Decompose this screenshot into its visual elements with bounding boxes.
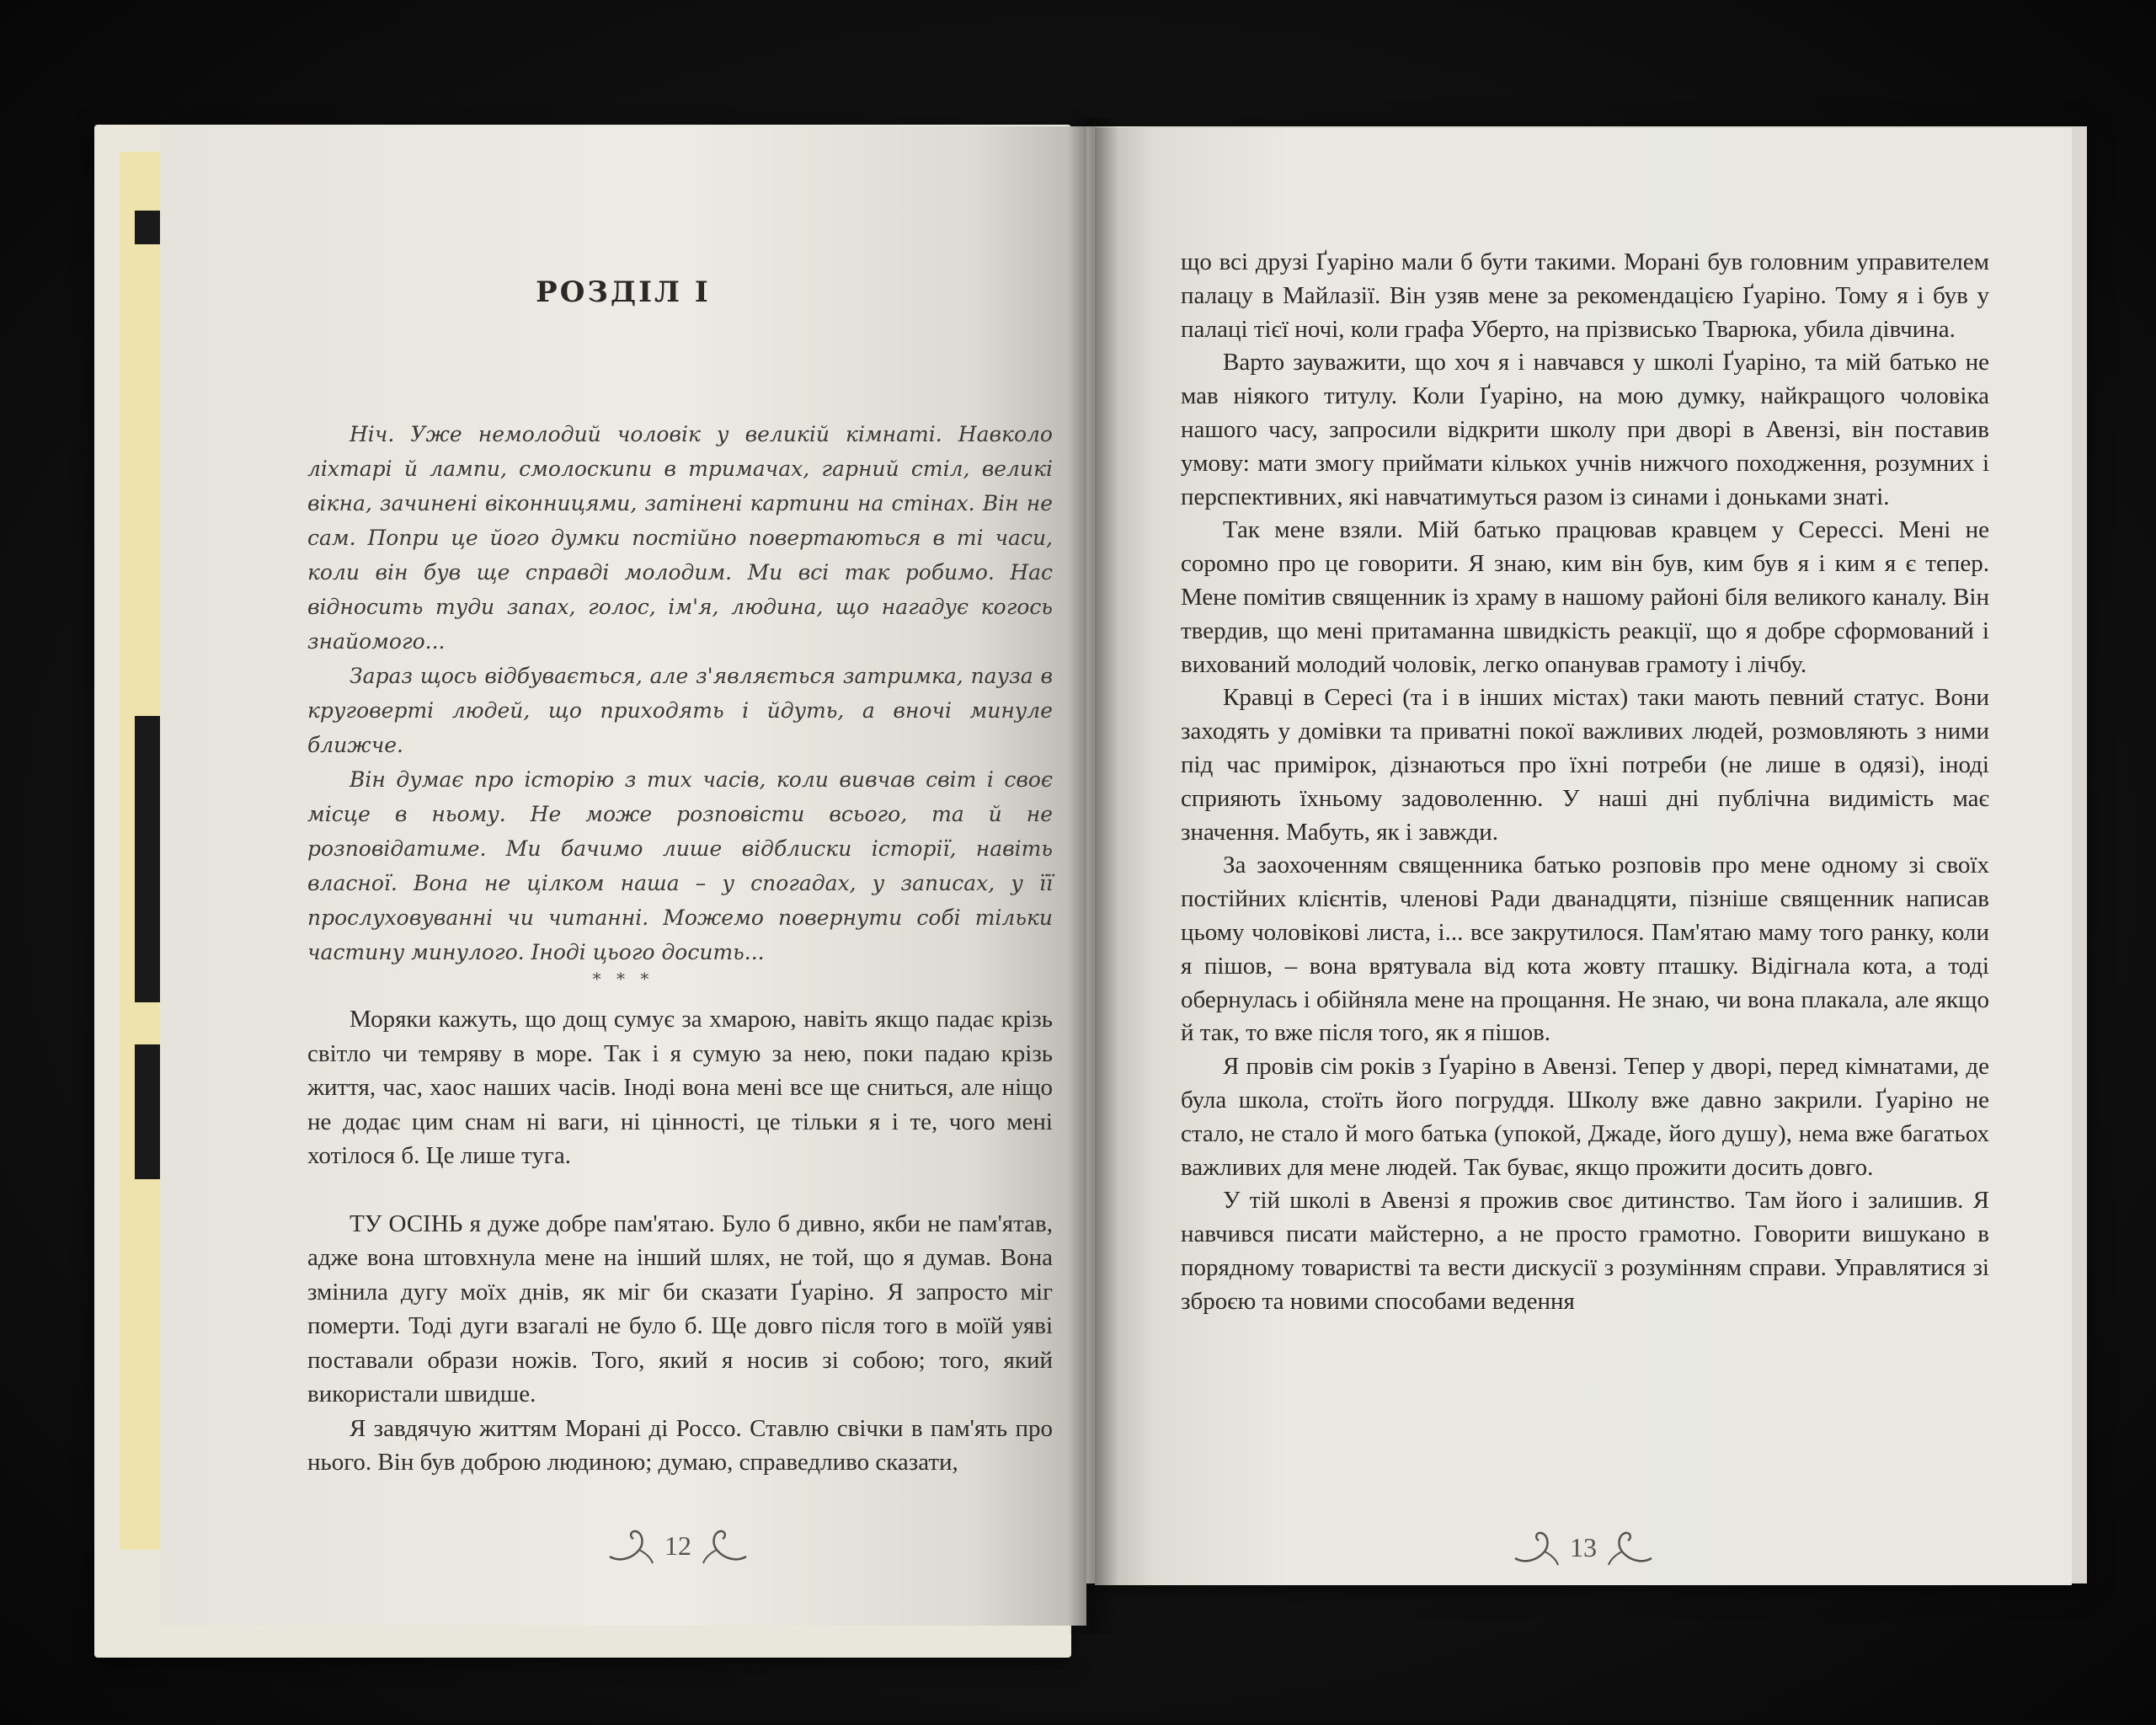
italic-paragraph: Ніч. Уже немолодий чоловік у великій кімнаті. Навколо ліхтарі й лампи, смолоскипи в тримачах, гарний стіл, великі вікна, зачинені віконницями, затінені картини на стінах. Він не сам. Попри це його думки постійно повертаються в ті часи, коли він був ще справді молодим. Ми всі так робимо. Нас відносить туди запах, голос, ім'я, людина, що нагадує когось знайомого...	[307, 422, 1053, 654]
body-paragraph: Варто зауважити, що хоч я і навчався у школі Ґуаріно, та мій батько не мав ніякого титулу. Коли Ґуаріно, на мою думку, найкращого чоловіка нашого часу, запросили відкрити школу при дворі в Авензі, він поставив умову: мати змогу приймати кількох учнів нижчого походження, розумних і перспективних, які навчатимуться разом із синами і доньками знаті.	[1181, 349, 1989, 510]
body-paragraph: Я завдячую життям Морані ді Россо. Ставлю свічки в пам'ять про нього. Він був доброю людиною; думаю, справедливо сказати,	[307, 1414, 1053, 1476]
page-number-value: 13	[1570, 1531, 1597, 1562]
endpaper-mark	[135, 716, 160, 1002]
italic-paragraph: Він думає про історію з тих часів, коли вивчав світ і своє місце в ньому. Не може розповісти всього, та й не розповідатиме. Ми бачимо лише відблиски історії, навіть власної. Вона не цілком наша – у спогадах, у записах, у її прослуховуванні чи читанні. Можемо повернути собі тільки частину минулого. Іноді цього досить...	[307, 767, 1053, 964]
endpaper-mark	[135, 211, 160, 244]
body-paragraph: Кравці в Сересі (та і в інших містах) таки мають певний статус. Вони заходять у домівки та приватні покої важливих людей, розмовляють з ними під час примірок, дізнаються про їхні потреби (не лише в одязі), іноді сприяють їхньому задоволенню. У наші дні публічна видимість має значення. Мабуть, як і завжди.	[1181, 684, 1989, 846]
section-separator: * * *	[592, 969, 654, 989]
right-page	[1095, 128, 2072, 1585]
page-number-left	[585, 1520, 771, 1571]
left-page	[160, 126, 1086, 1626]
right-body-text	[1181, 246, 1989, 1319]
ornament-right-icon	[700, 1525, 750, 1567]
italic-paragraph: Зараз щось відбувається, але з'являється затримка, пауза в круговерті людей, що приходять і йдуть, а вночі минуле ближче.	[307, 664, 1053, 757]
ornament-right-icon	[1605, 1526, 1656, 1568]
body-paragraph: Я провів сім років з Ґуаріно в Авензі. Тепер у дворі, перед кімнатами, де була школа, стоїть його погруддя. Школу вже давно закрили. Ґуаріно не стало, не стало й мого батька (упокой, Джаде, його душу), нема вже багатьох важливих для мене людей. Так буває, якщо прожити досить довго.	[1181, 1053, 1989, 1181]
body-paragraph: Так мене взяли. Мій батько працював кравцем у Серессі. Мені не соромно про це говорити. Я знаю, ким він був, ким був я і ким я є тепер. Мене помітив священник із храму в нашому районі біля великого каналу. Він твердив, що мені притаманна швидкість реакції, що я добре сформований і вихований молодий чоловік, легко опанував грамоту і лічбу.	[1181, 516, 1989, 678]
body-paragraph: Моряки кажуть, що дощ сумує за хмарою, навіть якщо падає крізь світло чи темряву в море. Так і я сумую за нею, поки падаю крізь життя, час, хаос наших часів. Іноді вона мені все ще сниться, але ніщо не додає цим снам ні ваги, ні цінності, це тільки я і те, чого мені хотілося б. Це лише туга.	[307, 1006, 1053, 1169]
left-body-text	[307, 1002, 1053, 1480]
body-paragraph: що всі друзі Ґуаріно мали б бути такими. Морані був головним управителем палацу в Майлазії. Він узяв мене за рекомендацією Ґуаріно. Тому я і був у палаці тієї ночі, коли графа Уберто, на прізвисько Тварюка, убила дівчина.	[1181, 248, 1989, 343]
prologue-italic	[307, 417, 1053, 969]
body-paragraph: У тій школі в Авензі я прожив своє дитинство. Там його і залишив. Я навчився писати майстерно, а не просто грамотно. Говорити вишукано в порядному товаристві та вести дискусії з розумінням справи. Управлятися зі зброєю та новими способами ведення	[1181, 1187, 1989, 1315]
book-gutter	[1068, 118, 1118, 1634]
endpaper-mark	[135, 1044, 160, 1179]
ornament-left-icon	[606, 1525, 656, 1567]
page-number-right	[1491, 1522, 1676, 1573]
chapter-title: РОЗДІЛ І	[536, 275, 711, 309]
body-paragraph: За заохоченням священника батько розповів про мене одному зі своїх постійних клієнтів, членові Ради дванадцяти, пізніше священник написав цьому чоловікові листа, і... все закрутилося. Пам'ятаю маму того ранку, коли я пішов, – вона врятувала від кота жовту пташку. Відігнала кота, а тоді обернулась і обійняла мене на прощання. Не знаю, чи вона плакала, але якщо й так, то вже після того, як я пішов.	[1181, 852, 1989, 1047]
body-paragraph: ТУ ОСІНЬ я дуже добре пам'ятаю. Було б дивно, якби не пам'ятав, адже вона штовхнула мене на інший шлях, не той, що я думав. Вона змінила дугу моїх днів, як міг би сказати Ґуаріно. Я запросто міг померти. Тоді дуги взагалі не було б. Ще довго після того в моїй уяві поставали образи ножів. Того, який я носив зі собою; того, який використали швидше.	[307, 1210, 1053, 1407]
page-number-value: 12	[664, 1530, 691, 1561]
ornament-left-icon	[1511, 1526, 1561, 1568]
